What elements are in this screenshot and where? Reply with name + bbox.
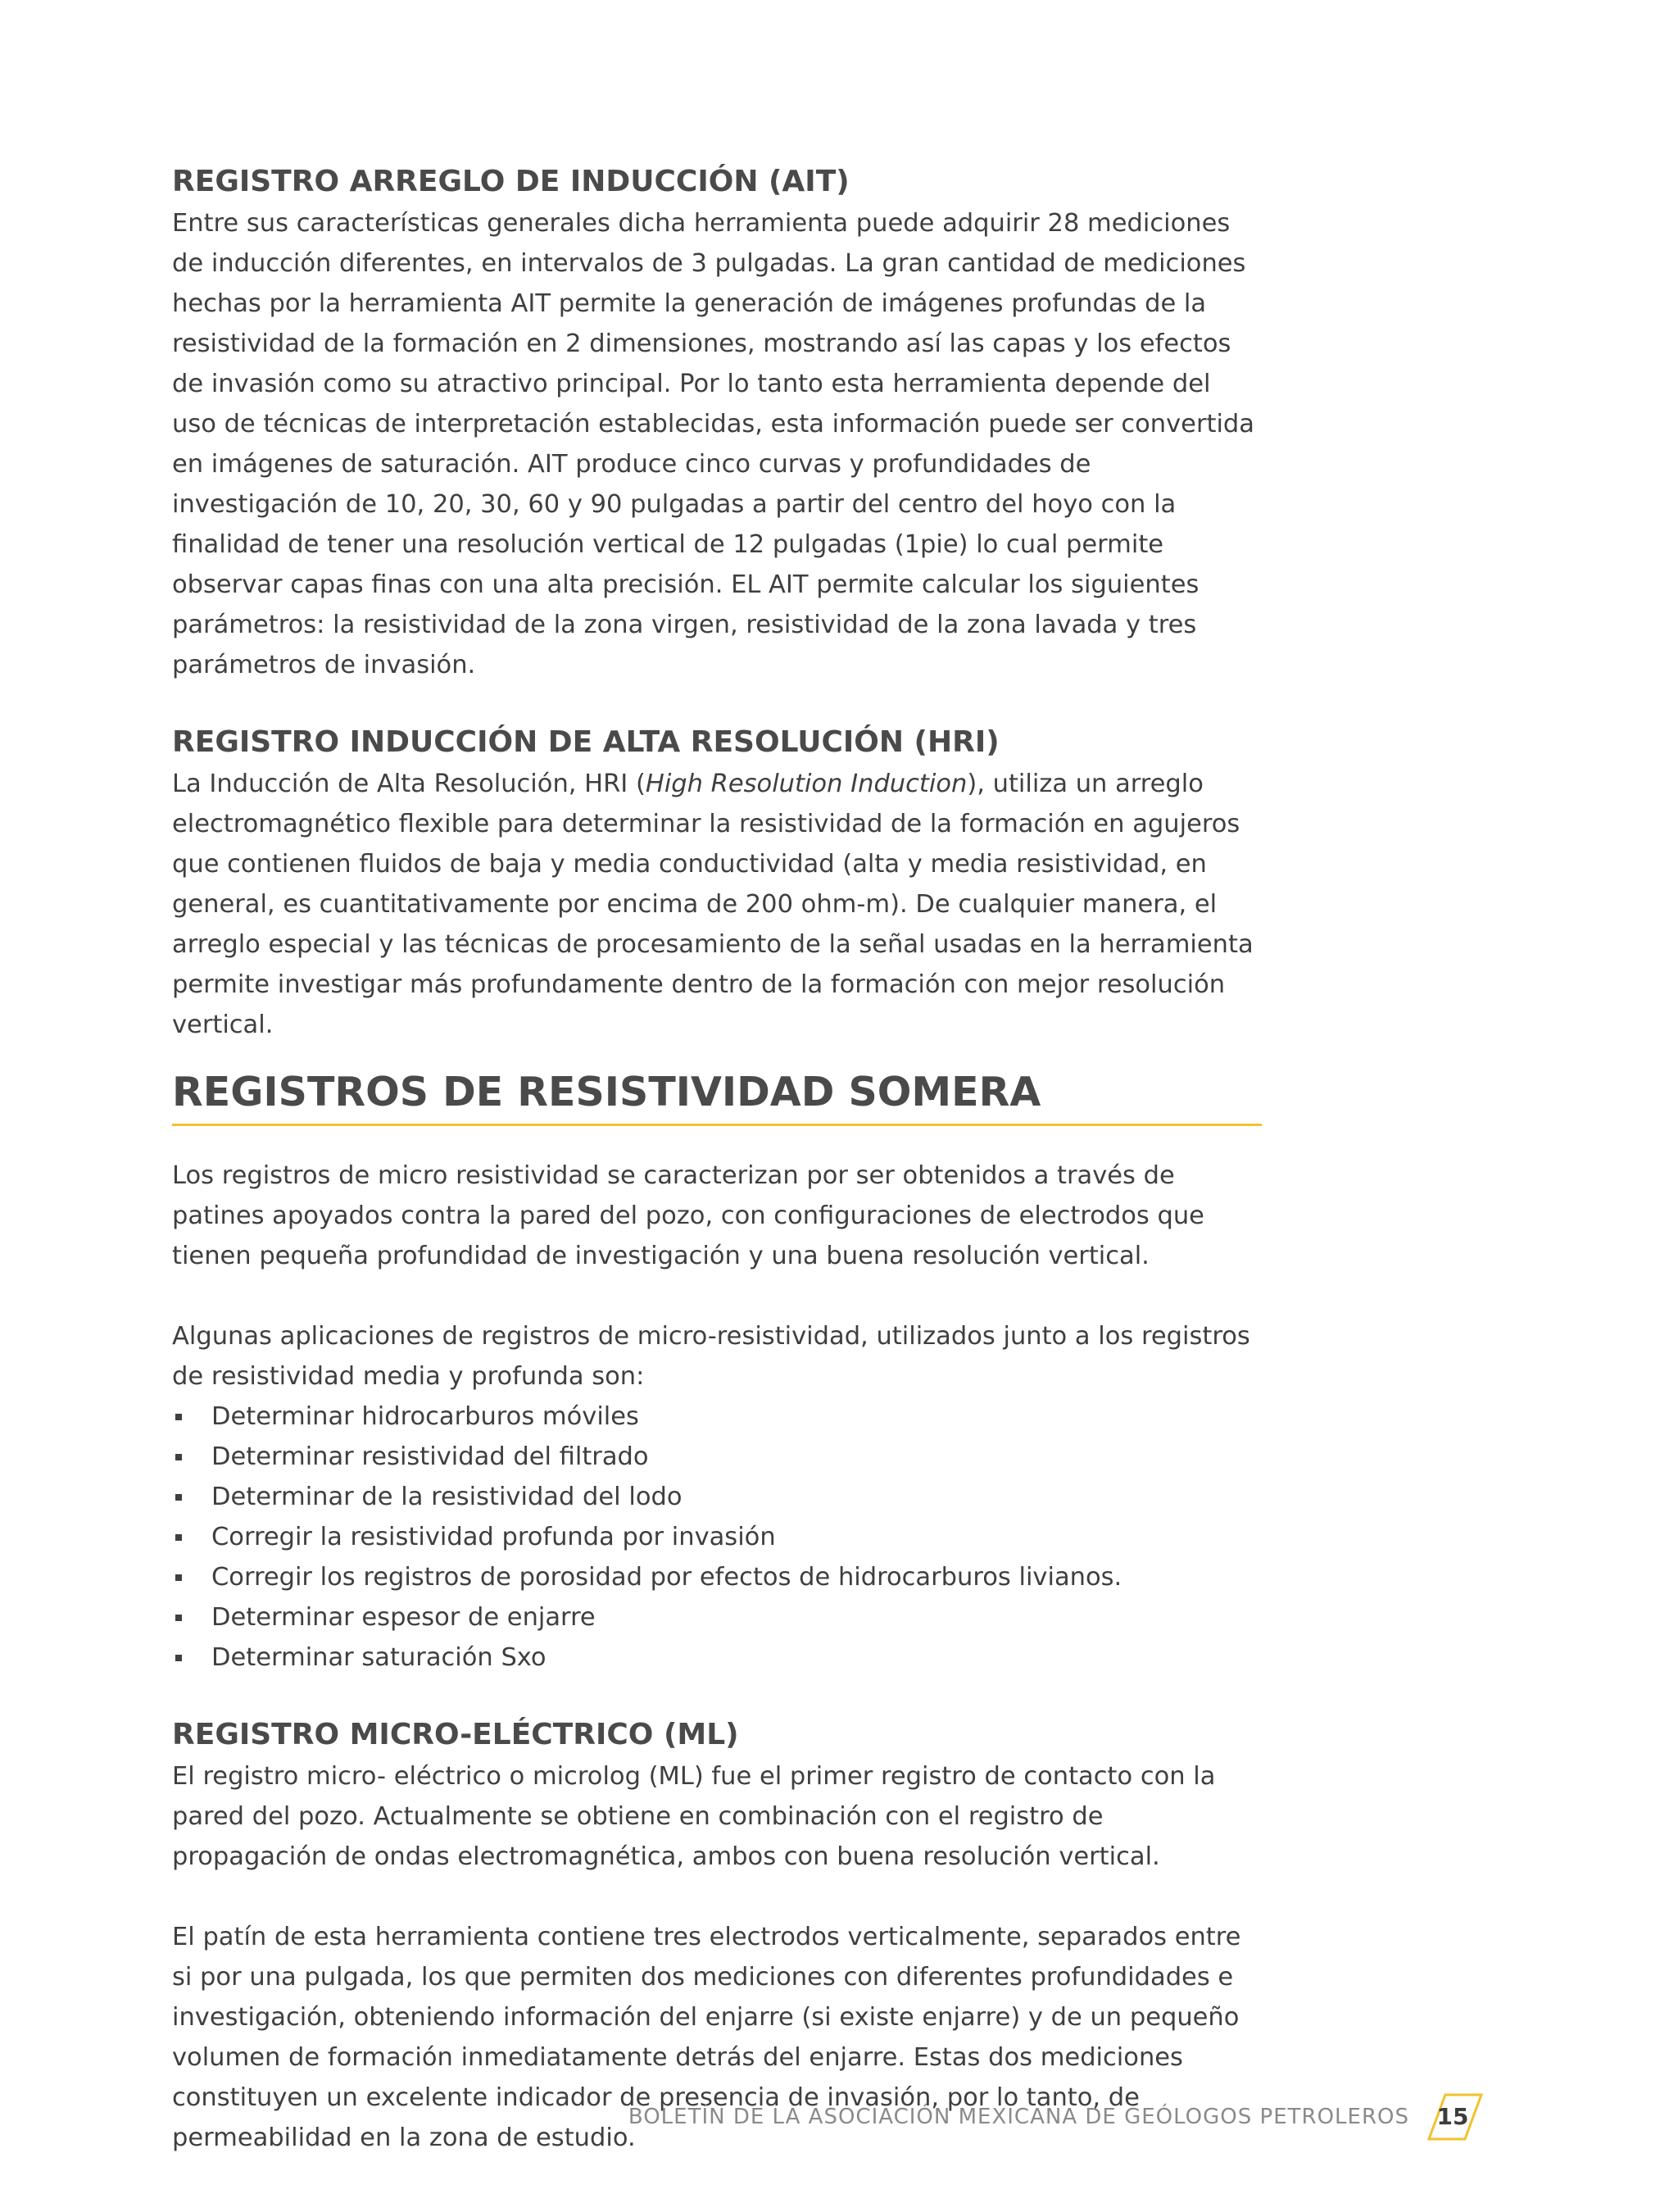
list-item — [172, 1597, 1262, 1637]
bullet-icon — [175, 1414, 182, 1420]
list-item — [172, 1637, 1262, 1678]
publication-name: BOLETÍN DE LA ASOCIACIÓN MEXICANA DE GEÓLOGOS PETROLEROS — [628, 2105, 1409, 2129]
list-item — [172, 1477, 1262, 1517]
paragraph-somera-2: Algunas aplicaciones de registros de micro-resistividad, utilizados junto a los registros de resistividad media y profunda son: — [172, 1322, 1250, 1391]
page-content — [172, 161, 1262, 2158]
bullet-icon — [175, 1534, 182, 1541]
hri-italic-term: High Resolution Induction — [645, 770, 968, 798]
bullet-icon — [175, 1574, 182, 1581]
list-item-text: Corregir la resistividad profunda por invasión — [211, 1523, 776, 1551]
bullet-icon — [175, 1494, 182, 1501]
list-item-text: Determinar resistividad del filtrado — [211, 1442, 649, 1471]
paragraph-hri — [172, 764, 1262, 1045]
paragraph-ml-2: El patín de esta herramienta contiene tres electrodos verticalmente, separados entre si por una pulgada, los que permiten dos mediciones con diferentes profundidades e investigación, obteniendo información del enjarre (si existe enjarre) y de un pequeño volumen de formación inmediatamente detrás del enjarre. Estas dos mediciones constituyen un excelente indicador de presencia de invasión, por lo tanto, de permeabilidad en la zona de estudio. — [172, 1923, 1241, 2152]
heading-ml: REGISTRO MICRO-ELÉCTRICO (ML) — [172, 1718, 739, 1751]
list-item — [172, 1437, 1262, 1477]
section-hri — [172, 721, 1262, 1045]
heading-ait: REGISTRO ARREGLO DE INDUCCIÓN (AIT) — [172, 165, 850, 198]
paragraph-somera-1: Los registros de micro resistividad se caracterizan por ser obtenidos a través de patines apoyados contra la pared del pozo, con configuraciones de electrodos que tienen pequeña profundidad de investigación y una buena resolución vertical. — [172, 1161, 1204, 1270]
list-item — [172, 1557, 1262, 1597]
page-footer — [628, 2092, 1483, 2149]
page-number: 15 — [1436, 2103, 1469, 2130]
heading-somera: REGISTROS DE RESISTIVIDAD SOMERA — [172, 1066, 1262, 1126]
applications-list — [172, 1397, 1262, 1678]
hri-text-end: ), utiliza un arreglo electromagnético flexible para determinar la resistividad de la formación en agujeros que contienen fluidos de baja y media conductividad (alta y media resistividad, en general, es cuantitativamente por encima de 200 ohm-m). De cualquier manera, el arreglo especial y las técnicas de procesamiento de la señal usadas en la herramienta permite investigar más profundamente dentro de la formación con mejor resolución vertical. — [172, 770, 1254, 1039]
paragraph-ait: Entre sus características generales dicha herramienta puede adquirir 28 mediciones de inducción diferentes, en intervalos de 3 pulgadas. La gran cantidad de mediciones hechas por la herramienta AIT permite la generación de imágenes profundas de la resistividad de la formación en 2 dimensiones, mostrando así las capas y los efectos de invasión como su atractivo principal. Por lo tanto esta herramienta depende del uso de técnicas de interpretación establecidas, esta información puede ser convertida en imágenes de saturación. AIT produce cinco curvas y profundidades de investigación de 10, 20, 30, 60 y 90 pulgadas a partir del centro del hoyo con la finalidad de tener una resolución vertical de 12 pulgadas (1pie) lo cual permite observar capas finas con una alta precisión. EL AIT permite calcular los siguientes parámetros: la resistividad de la zona virgen, resistividad de la zona lavada y tres parámetros de invasión. — [172, 209, 1254, 679]
bullet-icon — [175, 1615, 182, 1621]
heading-hri: REGISTRO INDUCCIÓN DE ALTA RESOLUCIÓN (HRI) — [172, 725, 1000, 759]
paragraph-ml-1: El registro micro- eléctrico o microlog (ML) fue el primer registro de contacto con la pared del pozo. Actualmente se obtiene en combinación con el registro de propagación de ondas electromagnética, ambos con buena resolución vertical. — [172, 1762, 1216, 1871]
list-item-text: Determinar saturación Sxo — [211, 1643, 546, 1672]
list-item — [172, 1397, 1262, 1437]
list-item-text: Corregir los registros de porosidad por efectos de hidrocarburos livianos. — [211, 1563, 1122, 1592]
hri-text-start: La Inducción de Alta Resolución, HRI ( — [172, 770, 646, 798]
list-item-text: Determinar de la resistividad del lodo — [211, 1483, 683, 1511]
list-item-text: Determinar hidrocarburos móviles — [211, 1402, 639, 1431]
bullet-icon — [175, 1454, 182, 1460]
list-item-text: Determinar espesor de enjarre — [211, 1603, 596, 1632]
section-ait — [172, 161, 1262, 685]
list-item — [172, 1517, 1262, 1557]
bullet-icon — [175, 1655, 182, 1661]
section-somera — [172, 1066, 1262, 1678]
